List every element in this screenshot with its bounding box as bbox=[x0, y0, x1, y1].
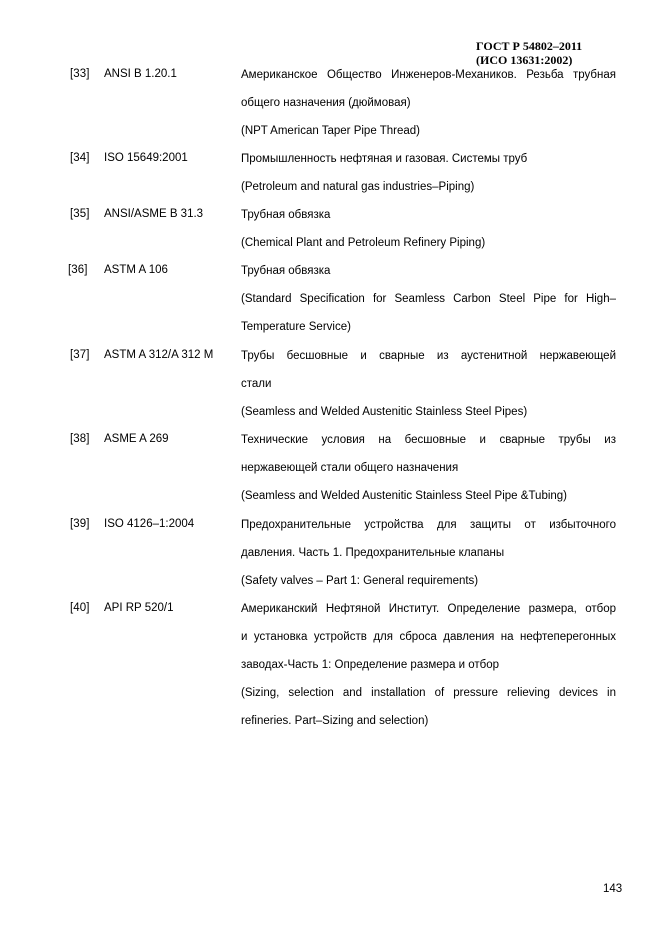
reference-line: Трубная обвязка bbox=[241, 209, 331, 221]
reference-line: (NPT American Taper Pipe Thread) bbox=[241, 125, 420, 137]
reference-line: заводах-Часть 1: Определение размера и отбор bbox=[241, 659, 500, 671]
reference-line: Технические условия на бесшовные и сварные трубы из bbox=[241, 434, 616, 446]
reference-description bbox=[241, 264, 616, 348]
reference-line: (Sizing, selection and installation of pressure relieving devices in bbox=[241, 687, 616, 699]
reference-line: Предохранительные устройства для защиты от избыточного bbox=[241, 519, 616, 531]
reference-code: ISO 15649:2001 bbox=[104, 152, 188, 164]
reference-line: Трубная обвязка bbox=[241, 265, 331, 277]
reference-number: [33] bbox=[70, 68, 90, 80]
reference-line: Промышленность нефтяная и газовая. Системы труб bbox=[241, 153, 528, 165]
reference-code: ANSI/ASME B 31.3 bbox=[104, 208, 204, 220]
reference-description bbox=[241, 518, 616, 602]
reference-description bbox=[241, 208, 616, 264]
reference-number: [38] bbox=[70, 433, 90, 445]
reference-line: и установка устройств для сброса давления на нефтеперегонных bbox=[241, 631, 616, 643]
reference-line: (Chemical Plant and Petroleum Refinery Piping) bbox=[241, 237, 486, 249]
reference-line: (Seamless and Welded Austenitic Stainless Steel Pipes) bbox=[241, 406, 528, 418]
reference-code: ANSI B 1.20.1 bbox=[104, 68, 177, 80]
reference-line: давления. Часть 1. Предохранительные клапаны bbox=[241, 547, 505, 559]
reference-number: [40] bbox=[70, 602, 90, 614]
page-number: 143 bbox=[603, 883, 623, 895]
reference-line: стали bbox=[241, 378, 272, 390]
reference-number: [39] bbox=[70, 518, 90, 530]
reference-line: (Petroleum and natural gas industries–Piping) bbox=[241, 181, 475, 193]
reference-code: ISO 4126–1:2004 bbox=[104, 518, 195, 530]
reference-line: (Seamless and Welded Austenitic Stainless Steel Pipe &Tubing) bbox=[241, 490, 568, 502]
reference-description bbox=[241, 349, 616, 433]
reference-number: [36] bbox=[68, 264, 88, 276]
reference-code: ASTM A 312/A 312 M bbox=[104, 349, 214, 361]
reference-line: Американское Общество Инженеров-Механиков. Резьба трубная bbox=[241, 69, 616, 81]
reference-description bbox=[241, 433, 616, 517]
reference-description bbox=[241, 68, 616, 152]
reference-code: ASTM A 106 bbox=[104, 264, 168, 276]
reference-line: Трубы бесшовные и сварные из аустенитной нержавеющей bbox=[241, 350, 616, 362]
standard-designation: ГОСТ Р 54802–2011 bbox=[476, 39, 583, 53]
reference-line: нержавеющей стали общего назначения bbox=[241, 462, 459, 474]
reference-number: [35] bbox=[70, 208, 90, 220]
document-header bbox=[476, 39, 582, 67]
reference-line: Temperature Service) bbox=[241, 321, 351, 333]
reference-line: refineries. Part–Sizing and selection) bbox=[241, 715, 429, 727]
reference-number: [34] bbox=[70, 152, 90, 164]
reference-description bbox=[241, 602, 616, 742]
reference-description bbox=[241, 152, 616, 208]
reference-line: (Standard Specification for Seamless Carbon Steel Pipe for High– bbox=[241, 293, 616, 305]
reference-code: ASME A 269 bbox=[104, 433, 169, 445]
iso-designation: (ИСО 13631:2002) bbox=[476, 53, 573, 67]
reference-line: общего назначения (дюймовая) bbox=[241, 97, 411, 109]
reference-line: (Safety valves – Part 1: General requirements) bbox=[241, 575, 479, 587]
reference-number: [37] bbox=[70, 349, 90, 361]
reference-code: API RP 520/1 bbox=[104, 602, 174, 614]
reference-line: Американский Нефтяной Институт. Определение размера, отбор bbox=[241, 603, 616, 615]
